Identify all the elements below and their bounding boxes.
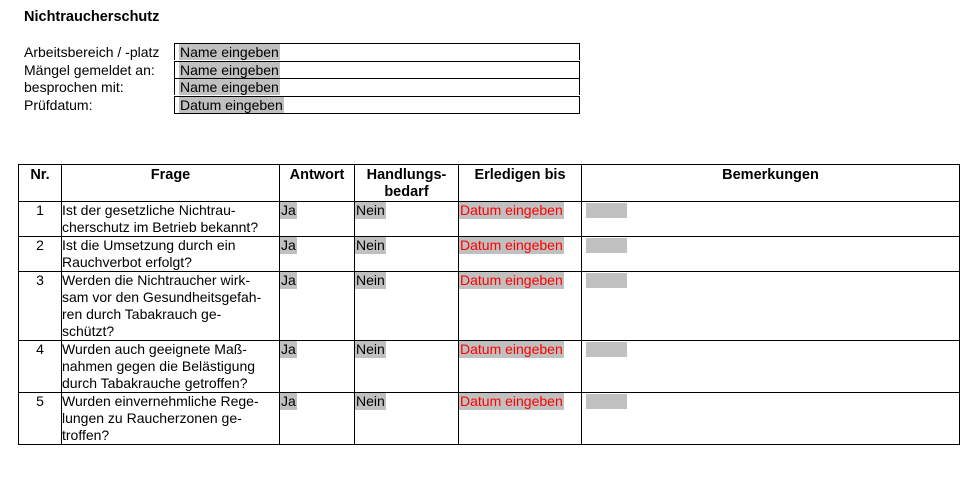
question-cell [62, 202, 280, 237]
pruefdatum-field[interactable] [174, 96, 580, 114]
table-row [19, 393, 960, 445]
handlungsbedarf-field[interactable]: Nein [356, 272, 385, 288]
question-cell [62, 393, 280, 445]
frage-line: nahmen gegen die Belästigung [62, 358, 256, 374]
handlungsbedarf-field[interactable]: Nein [356, 341, 385, 357]
header-handlungsbedarf [355, 165, 459, 202]
meta-label: Arbeitsbereich / -platz [24, 44, 160, 60]
handlungsbedarf-cell[interactable] [355, 202, 459, 237]
antwort-cell[interactable] [280, 272, 355, 341]
bemerkungen-cell[interactable] [582, 202, 960, 237]
table-row [19, 272, 960, 341]
bemerkungen-cell[interactable] [582, 237, 960, 272]
header-erledigen: Erledigen bis [459, 165, 582, 202]
row-number: 3 [19, 272, 62, 341]
row-number: 4 [19, 341, 62, 393]
table-row [19, 341, 960, 393]
antwort-cell[interactable] [280, 393, 355, 445]
handlungsbedarf-cell[interactable] [355, 393, 459, 445]
erledigen-date-field[interactable]: Datum eingeben [460, 272, 563, 288]
antwort-cell[interactable] [280, 237, 355, 272]
table-row [19, 202, 960, 237]
frage-line: Werden die Nichtraucher wirk- [62, 272, 251, 288]
question-cell [62, 237, 280, 272]
arbeitsbereich-field[interactable] [174, 43, 580, 60]
frage-line: Ist der gesetzliche Nichtrau- [62, 202, 236, 218]
bemerkungen-cell[interactable] [582, 393, 960, 445]
question-cell [62, 272, 280, 341]
antwort-cell[interactable] [280, 341, 355, 393]
bemerkungen-field[interactable] [586, 273, 627, 288]
frage-line: troffen? [62, 427, 110, 443]
antwort-field[interactable]: Ja [281, 202, 296, 218]
meta-label: Mängel gemeldet an: [24, 61, 155, 78]
header-antwort: Antwort [280, 165, 355, 202]
row-number: 5 [19, 393, 62, 445]
erledigen-cell[interactable] [459, 272, 582, 341]
frage-line: lungen zu Raucherzonen ge- [62, 410, 242, 426]
header-nr: Nr. [19, 165, 62, 202]
erledigen-date-field[interactable]: Datum eingeben [460, 237, 563, 253]
bemerkungen-field[interactable] [586, 342, 627, 357]
antwort-field[interactable]: Ja [281, 272, 296, 288]
header-handlungsbedarf-line-1: Handlungs- [366, 167, 447, 183]
document-title: Nichtraucherschutz [24, 9, 160, 25]
row-number: 2 [19, 237, 62, 272]
frage-line: Wurden auch geeignete Maß- [62, 341, 247, 357]
bemerkungen-field[interactable] [586, 394, 627, 409]
row-number: 1 [19, 202, 62, 237]
frage-line: ren durch Tabakrauch ge- [62, 306, 222, 322]
header-bemerkungen: Bemerkungen [582, 165, 960, 202]
antwort-field[interactable]: Ja [281, 341, 296, 357]
meta-label: Prüfdatum: [24, 96, 93, 113]
handlungsbedarf-field[interactable]: Nein [356, 237, 385, 253]
antwort-field[interactable]: Ja [281, 237, 296, 253]
bemerkungen-field[interactable] [586, 238, 627, 253]
frage-line: schützt? [62, 323, 115, 339]
frage-line: Ist die Umsetzung durch ein [62, 237, 236, 253]
field-value[interactable]: Datum eingeben [180, 96, 283, 113]
erledigen-date-field[interactable]: Datum eingeben [460, 341, 563, 357]
frage-line: cherschutz im Betrieb bekannt? [62, 219, 259, 235]
table-row [19, 237, 960, 272]
antwort-field[interactable]: Ja [281, 393, 296, 409]
frage-line: durch Tabakrauche getroffen? [62, 375, 248, 391]
handlungsbedarf-cell[interactable] [355, 272, 459, 341]
field-value[interactable]: Name eingeben [180, 44, 279, 60]
frage-line: Wurden einvernehmliche Rege- [62, 393, 259, 409]
meta-label: besprochen mit: [24, 79, 124, 95]
erledigen-cell[interactable] [459, 202, 582, 237]
handlungsbedarf-cell[interactable] [355, 237, 459, 272]
erledigen-date-field[interactable]: Datum eingeben [460, 202, 563, 218]
header-handlungsbedarf-line-2: bedarf [384, 184, 429, 200]
erledigen-cell[interactable] [459, 341, 582, 393]
field-value[interactable]: Name eingeben [180, 61, 279, 78]
table-header-row [19, 165, 960, 202]
bemerkungen-cell[interactable] [582, 272, 960, 341]
handlungsbedarf-field[interactable]: Nein [356, 393, 385, 409]
header-frage: Frage [62, 165, 280, 202]
frage-line: sam vor den Gesundheitsgefah- [62, 289, 262, 305]
bemerkungen-cell[interactable] [582, 341, 960, 393]
bemerkungen-field[interactable] [586, 203, 627, 218]
checklist-table [18, 164, 960, 445]
question-cell [62, 341, 280, 393]
handlungsbedarf-cell[interactable] [355, 341, 459, 393]
antwort-cell[interactable] [280, 202, 355, 237]
erledigen-date-field[interactable]: Datum eingeben [460, 393, 563, 409]
besprochen-mit-field[interactable] [174, 78, 580, 95]
field-value[interactable]: Name eingeben [180, 79, 279, 95]
maengel-gemeldet-field[interactable] [174, 61, 580, 78]
erledigen-cell[interactable] [459, 237, 582, 272]
handlungsbedarf-field[interactable]: Nein [356, 202, 385, 218]
erledigen-cell[interactable] [459, 393, 582, 445]
frage-line: Rauchverbot erfolgt? [62, 254, 192, 270]
